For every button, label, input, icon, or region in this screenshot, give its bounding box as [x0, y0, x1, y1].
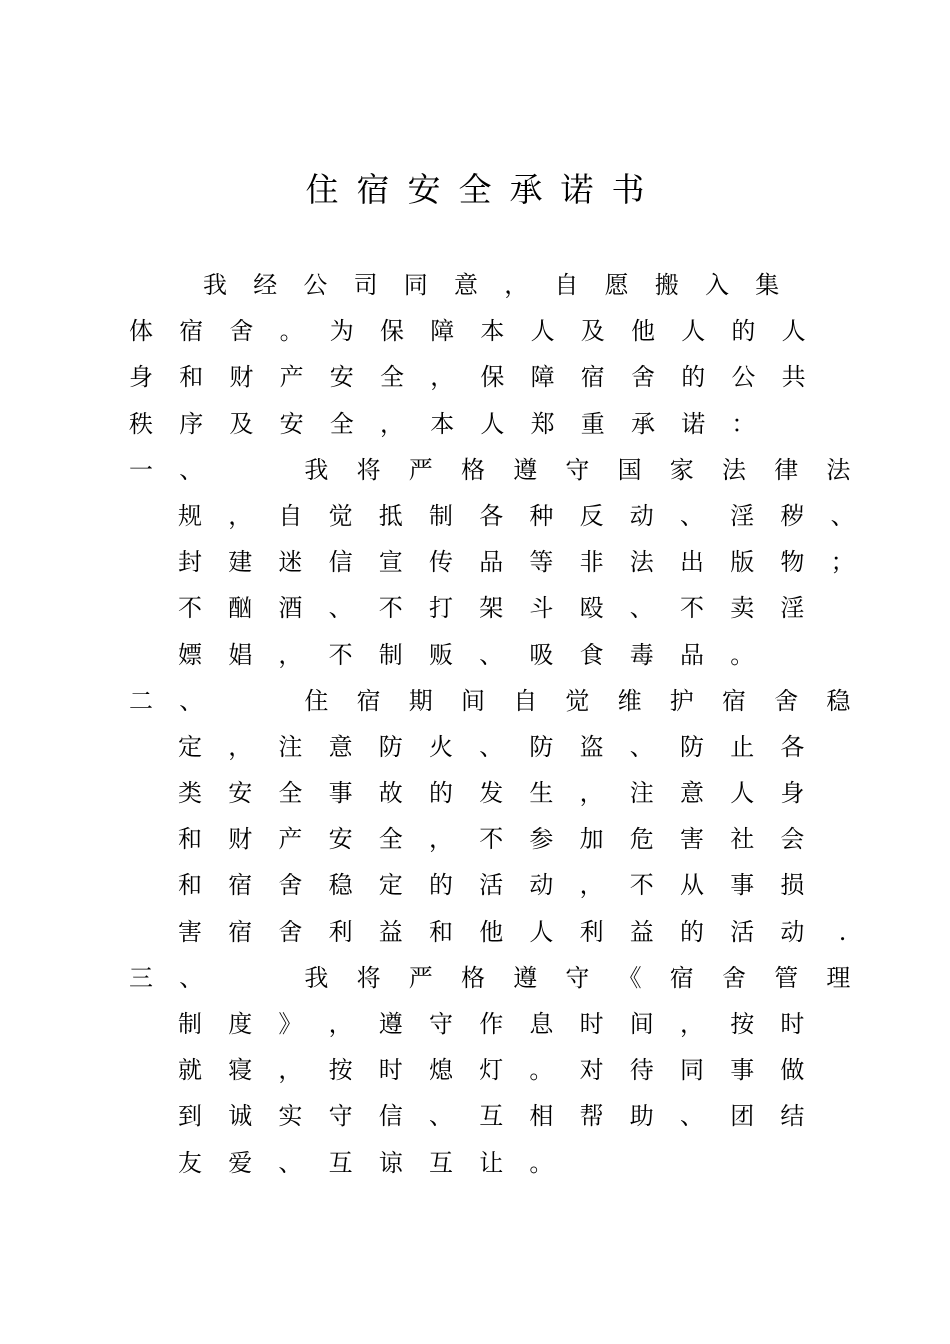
text-char: 本 [430, 409, 455, 438]
text-char: ， [504, 271, 529, 299]
text-char: 安 [328, 825, 353, 854]
text-char: 生 [529, 779, 554, 808]
text-char: 等 [529, 548, 554, 577]
text-char: ， [278, 1056, 303, 1085]
text-char: 斗 [529, 594, 554, 623]
text-char: 国 [617, 455, 642, 484]
text-line [0, 354, 950, 400]
text-char: 宿 [669, 963, 694, 992]
text-line [0, 862, 950, 908]
text-char: 活 [479, 871, 504, 900]
text-char: 宿 [179, 317, 204, 346]
text-char: 全 [329, 409, 354, 438]
text-char: 加 [579, 825, 604, 854]
text-char: 二 [129, 686, 153, 715]
text-char: 间 [461, 686, 485, 715]
text-char: 打 [429, 594, 453, 623]
text-char: 法 [722, 455, 746, 484]
text-char: 防 [378, 732, 403, 761]
text-char: 同 [680, 1056, 704, 1085]
text-char: 熄 [429, 1056, 453, 1085]
text-char: 食 [579, 640, 604, 669]
text-char: 互 [328, 1148, 353, 1177]
text-char: 守 [565, 963, 590, 992]
text-char: 寝 [228, 1056, 253, 1085]
text-line [0, 401, 950, 447]
text-char: 财 [228, 825, 253, 854]
text-char: 相 [529, 1102, 554, 1131]
text-char: 团 [730, 1102, 755, 1131]
text-char: 我 [203, 271, 227, 299]
text-char: 重 [580, 409, 605, 438]
text-char: 防 [529, 732, 554, 761]
text-char: 舍 [278, 917, 303, 946]
text-char: 严 [408, 963, 433, 992]
text-line [0, 493, 950, 539]
text-line [0, 816, 950, 862]
text-char: 和 [179, 363, 204, 392]
text-char: 、 [479, 640, 504, 669]
text-char: 保 [480, 363, 505, 392]
text-char: 舍 [722, 963, 746, 992]
text-char: 的 [680, 917, 704, 946]
text-char: 同 [403, 271, 428, 299]
text-char: . [838, 917, 847, 946]
text-char: 时 [780, 1010, 805, 1038]
text-char: 制 [378, 640, 403, 669]
text-char: 司 [353, 271, 378, 299]
text-char: 、 [680, 1102, 704, 1131]
text-char: 嫖 [178, 640, 202, 669]
text-char: 共 [781, 363, 806, 392]
text-char: 害 [680, 825, 704, 854]
text-char: 家 [669, 455, 694, 484]
text-char: 产 [278, 825, 303, 854]
text-char: 到 [178, 1102, 202, 1131]
text-char: ， [579, 871, 604, 900]
text-char: 防 [680, 732, 704, 761]
text-char: 不 [378, 594, 403, 623]
text-char: 格 [461, 455, 485, 484]
text-char: 他 [631, 317, 655, 346]
text-char: 不 [680, 594, 704, 623]
text-char: 人 [730, 779, 755, 808]
text-char: 定 [178, 732, 202, 761]
text-char: 利 [579, 917, 604, 946]
text-char: 损 [780, 871, 805, 900]
text-char: 入 [705, 271, 729, 299]
text-char: 舍 [278, 871, 303, 900]
text-char: 动 [529, 871, 554, 900]
text-char: 、 [179, 686, 204, 715]
text-char: 规 [178, 501, 202, 530]
text-char: 守 [429, 1010, 453, 1038]
text-char: 迷 [278, 548, 303, 577]
text-char: 愿 [604, 271, 629, 299]
text-char: 的 [731, 317, 756, 346]
text-char: 抵 [378, 501, 403, 530]
text-char: 的 [429, 779, 453, 808]
text-char: 诚 [228, 1102, 253, 1131]
text-char: 守 [565, 455, 590, 484]
text-char: 意 [680, 779, 704, 808]
text-char: 出 [680, 548, 704, 577]
text-char: 吸 [529, 640, 554, 669]
text-char: 人 [781, 317, 806, 346]
text-char: 定 [378, 871, 403, 900]
text-char: 经 [253, 271, 278, 299]
text-char: 他 [479, 917, 504, 946]
text-char: ， [680, 1010, 704, 1038]
text-char: 让 [479, 1148, 504, 1177]
text-char: 安 [329, 363, 354, 392]
text-char: 、 [680, 501, 704, 530]
text-char: ， [328, 1010, 353, 1038]
text-char: 、 [328, 594, 353, 623]
text-char: 毒 [629, 640, 654, 669]
text-char: 自 [278, 501, 303, 530]
text-char: 和 [429, 917, 453, 946]
text-char: 全 [278, 779, 303, 808]
text-char: ： [731, 409, 756, 438]
text-char: 自 [554, 271, 579, 299]
text-char: 、 [179, 455, 204, 484]
text-char: 非 [579, 548, 604, 577]
text-char: 信 [378, 1102, 403, 1131]
text-line [0, 632, 950, 678]
text-char: 待 [629, 1056, 654, 1085]
text-char: 酗 [228, 594, 253, 623]
text-char: 自 [513, 686, 538, 715]
text-char: 止 [730, 732, 755, 761]
text-char: 注 [278, 732, 303, 761]
text-char: 及 [580, 317, 605, 346]
text-char: 、 [629, 594, 654, 623]
text-char: 宿 [228, 917, 253, 946]
text-char: 。 [529, 1056, 554, 1085]
text-char: 事 [730, 871, 755, 900]
text-char: 淫 [730, 501, 755, 530]
text-char: 宿 [228, 871, 253, 900]
document-title: 住宿安全承诺书 [305, 170, 663, 209]
text-char: 信 [328, 548, 353, 577]
text-char: 维 [617, 686, 642, 715]
text-char: 对 [579, 1056, 604, 1085]
text-char: 实 [278, 1102, 303, 1131]
text-char: 反 [579, 501, 604, 530]
text-char: 各 [479, 501, 504, 530]
text-char: 障 [430, 317, 455, 346]
text-char: 本 [480, 317, 505, 346]
text-char: 安 [228, 779, 253, 808]
text-char: 会 [780, 825, 805, 854]
text-char: 集 [755, 271, 780, 299]
text-char: 及 [229, 409, 254, 438]
text-char: 时 [579, 1010, 604, 1038]
text-char: 间 [629, 1010, 654, 1038]
text-char: 管 [774, 963, 799, 992]
text-char: ， [429, 825, 453, 854]
text-char: 互 [429, 1148, 453, 1177]
text-char: 注 [629, 779, 654, 808]
text-char: 助 [629, 1102, 654, 1131]
text-char: 娼 [228, 640, 253, 669]
text-char: 人 [529, 917, 554, 946]
text-char: ， [430, 363, 455, 392]
text-char: 身 [780, 779, 805, 808]
text-char: 理 [826, 963, 851, 992]
text-char: 。 [279, 317, 304, 346]
text-char: 舍 [229, 317, 254, 346]
text-char: 。 [529, 1148, 554, 1177]
text-char: 秩 [129, 409, 153, 438]
text-char: 酒 [278, 594, 303, 623]
text-char: 稳 [826, 686, 851, 715]
text-char: 的 [681, 363, 706, 392]
text-char: 社 [730, 825, 755, 854]
text-char: 格 [461, 963, 485, 992]
text-char: 故 [378, 779, 403, 808]
text-char: 全 [378, 825, 403, 854]
text-char: 体 [129, 317, 153, 346]
text-char: 事 [328, 779, 353, 808]
text-char: 》 [278, 1010, 303, 1038]
text-char: 的 [429, 871, 453, 900]
text-char: 为 [329, 317, 354, 346]
text-char: 结 [780, 1102, 805, 1131]
text-char: 保 [380, 317, 404, 346]
text-char: 遵 [513, 963, 538, 992]
text-char: ， [228, 501, 253, 530]
text-char: 各 [780, 732, 805, 761]
text-char: 建 [228, 548, 253, 577]
text-line [0, 1093, 950, 1139]
text-char: 守 [328, 1102, 353, 1131]
text-char: 动 [780, 917, 805, 946]
text-char: 封 [178, 548, 202, 577]
text-char: 期 [408, 686, 433, 715]
text-line [0, 724, 950, 770]
text-char: ； [830, 548, 855, 577]
text-char: 谅 [378, 1148, 403, 1177]
text-line [0, 955, 950, 1001]
text-char: 意 [454, 271, 478, 299]
text-char: 产 [279, 363, 304, 392]
text-char: 做 [780, 1056, 805, 1085]
text-char: 我 [304, 455, 329, 484]
text-char: ， [278, 640, 303, 669]
text-line [0, 909, 950, 955]
text-char: 舍 [774, 686, 799, 715]
text-char: 度 [228, 1010, 253, 1038]
text-char: 类 [178, 779, 202, 808]
text-char: 息 [529, 1010, 554, 1038]
text-char: 人 [681, 317, 706, 346]
text-line [0, 678, 950, 724]
text-line [0, 770, 950, 816]
text-char: 我 [304, 963, 329, 992]
text-char: 人 [530, 317, 555, 346]
text-char: ， [579, 779, 604, 808]
text-char: 不 [629, 871, 654, 900]
text-char: 觉 [328, 501, 353, 530]
text-char: 爱 [228, 1148, 253, 1177]
text-char: 公 [731, 363, 756, 392]
text-char: 严 [408, 455, 433, 484]
text-char: 制 [178, 1010, 202, 1038]
text-char: 动 [629, 501, 654, 530]
text-char: 遵 [513, 455, 538, 484]
text-char: 害 [178, 917, 202, 946]
text-char: 物 [780, 548, 805, 577]
text-char: 意 [328, 732, 353, 761]
text-char: 、 [479, 732, 504, 761]
text-char: 秽 [780, 501, 805, 530]
text-char: 和 [178, 825, 202, 854]
text-char: 障 [530, 363, 555, 392]
text-char: 灯 [479, 1056, 504, 1085]
text-char: 将 [356, 455, 381, 484]
text-char: 将 [356, 963, 381, 992]
text-char: 架 [479, 594, 504, 623]
text-char: 益 [629, 917, 654, 946]
text-line [0, 539, 950, 585]
text-char: 。 [730, 640, 755, 669]
text-char: 参 [529, 825, 554, 854]
text-char: 人 [480, 409, 505, 438]
text-char: 淫 [780, 594, 805, 623]
text-char: 住 [304, 686, 329, 715]
text-char: 舍 [631, 363, 655, 392]
text-char: 利 [328, 917, 353, 946]
text-char: 殴 [579, 594, 604, 623]
text-char: 版 [730, 548, 755, 577]
text-char: 全 [380, 363, 404, 392]
text-char: 《 [617, 963, 642, 992]
text-char: 益 [378, 917, 403, 946]
text-char: 帮 [579, 1102, 604, 1131]
text-char: 宿 [722, 686, 746, 715]
text-char: 不 [178, 594, 202, 623]
text-char: 火 [429, 732, 453, 761]
text-line [0, 1047, 950, 1093]
text-char: 诺 [681, 409, 706, 438]
text-char: 危 [629, 825, 654, 854]
text-char: 作 [479, 1010, 504, 1038]
text-char: 三 [129, 963, 153, 992]
text-char: 承 [631, 409, 655, 438]
text-line [0, 1140, 950, 1186]
text-char: 宿 [356, 686, 381, 715]
text-char: 宿 [580, 363, 605, 392]
text-char: 遵 [378, 1010, 403, 1038]
text-char: 发 [479, 779, 504, 808]
text-char: 按 [328, 1056, 353, 1085]
text-char: 品 [479, 548, 504, 577]
text-char: 律 [774, 455, 799, 484]
text-char: 就 [178, 1056, 202, 1085]
document-body [0, 262, 950, 1186]
text-char: 时 [378, 1056, 403, 1085]
text-char: 卖 [730, 594, 755, 623]
text-char: 按 [730, 1010, 755, 1038]
text-line [0, 262, 950, 308]
text-char: ， [228, 732, 253, 761]
text-line [0, 447, 950, 493]
text-char: 活 [730, 917, 755, 946]
text-char: 安 [279, 409, 304, 438]
text-char: 郑 [530, 409, 555, 438]
text-char: 不 [479, 825, 504, 854]
text-char: 序 [179, 409, 204, 438]
text-char: 从 [680, 871, 704, 900]
text-line [0, 585, 950, 631]
text-char: 种 [529, 501, 554, 530]
text-char: 制 [429, 501, 453, 530]
text-char: 公 [303, 271, 328, 299]
text-char: ， [380, 409, 404, 438]
text-char: 法 [826, 455, 851, 484]
text-char: 、 [629, 732, 654, 761]
text-char: 、 [830, 501, 855, 530]
text-char: 法 [629, 548, 654, 577]
text-char: 不 [328, 640, 353, 669]
text-char: 、 [179, 963, 204, 992]
text-line [0, 1001, 950, 1047]
text-line [0, 308, 950, 354]
text-char: 宣 [378, 548, 403, 577]
text-char: 搬 [654, 271, 679, 299]
text-char: 护 [669, 686, 694, 715]
text-char: 互 [479, 1102, 504, 1131]
text-char: 、 [278, 1148, 303, 1177]
text-char: 品 [680, 640, 704, 669]
text-char: 身 [129, 363, 153, 392]
text-char: 传 [429, 548, 453, 577]
text-char: 盗 [579, 732, 604, 761]
text-char: 友 [178, 1148, 202, 1177]
text-char: 贩 [429, 640, 453, 669]
text-char: 稳 [328, 871, 353, 900]
text-char: 、 [429, 1102, 453, 1131]
text-char: 财 [229, 363, 254, 392]
text-char: 和 [178, 871, 202, 900]
text-char: 一 [129, 455, 153, 484]
text-char: 觉 [565, 686, 590, 715]
text-char: 事 [730, 1056, 755, 1085]
